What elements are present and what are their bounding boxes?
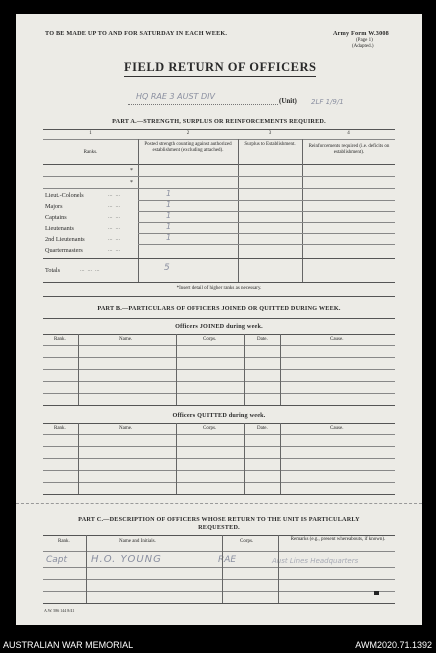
col-number-1: 1 — [89, 131, 92, 136]
col-header-reinforcements: Reinforcements required (i.e. deficits on establishment). — [308, 144, 390, 155]
unit-handwritten: HQ RAE 3 AUST DIV — [136, 92, 215, 101]
col-number-4: 4 — [347, 131, 350, 136]
part-a-footnote: *Insert detail of higher ranks as necessary. — [176, 286, 262, 291]
value-lieut-colonels: 1 — [166, 189, 172, 198]
col-number-3: 3 — [268, 131, 272, 136]
col-header-posted: Posted strength counting against authorized establishment (excluding attached). — [144, 142, 232, 153]
joined-col-date: Date. — [257, 337, 268, 342]
totals-value: 5 — [164, 263, 170, 273]
unit-handwritten-2: 2LF 1/9/1 — [311, 98, 344, 106]
part-c-corps-value: RAE — [218, 555, 237, 565]
form-number: Army Form W.3008 — [333, 30, 389, 37]
asterisk-1: * — [130, 168, 133, 174]
form-page: (Page 1) — [356, 38, 373, 43]
rank-captains: Captains — [45, 214, 67, 221]
col-header-surplus: Surplus to Establishment. — [244, 142, 296, 147]
quitted-title: Officers QUITTED during week. — [172, 412, 266, 419]
form-paper: TO BE MADE UP TO AND FOR SATURDAY IN EACH WEEK. Army Form W.3008 (Page 1) (Adapted.) FIELD RETURN OF OFFICERS HQ RAE 3 AUST DIV (Unit) 2LF 1/9/1 PART A.—STRENGTH, SURPLUS OR REINFORCEMENTS REQUIRED. 1 2 3 4 Ranks. Posted strength counting against authorized establishment (excluding attached). Surplus to Establishment. Reinforcements required (i.e. deficits on establishment). * * Lieut.-Colonels ... ... 1 Majors ... ... 1 Captains ... ... 1 Lieutenants ... ... 1 2nd Lieutenants ... ... 1 Quartermasters ... ... Totals ... ... ... 5 *Insert detail of higher ranks as necessary. PART B.—PARTICULARS OF OFFICERS JOINED OR QUITTED DURING WEEK. Officers JOINED during week. Rank. Name. Corps. Date. Cause. Officers QUITTED during week. Rank. Name. Corps. Date. Cause. PART C.—DESCRIPTION OF OFFICERS WHOSE RETURN TO THE UNIT IS PARTICULARLY REQUESTED. Rank. Name and Initials. Corps. Remarks (e.g., present whereabouts, if known). Capt H.O. YOUNG RAE Aust Lines Headquarters A.W. 586 144 8/41 — [16, 14, 422, 625]
quitted-col-cause: Cause. — [330, 426, 344, 431]
print-code: A.W. 586 144 8/41 — [44, 608, 75, 613]
col-number-2: 2 — [186, 131, 190, 136]
form-top-instruction: TO BE MADE UP TO AND FOR SATURDAY IN EACH WEEK. — [45, 30, 228, 37]
part-c-heading-1: PART C.—DESCRIPTION OF OFFICERS WHOSE RETURN TO THE UNIT IS PARTICULARLY — [78, 516, 360, 523]
part-b-heading: PART B.—PARTICULARS OF OFFICERS JOINED OR QUITTED DURING WEEK. — [97, 305, 341, 312]
part-c-col-name: Name and Initials. — [119, 539, 156, 544]
unit-line — [128, 104, 278, 105]
quitted-col-corps: Corps. — [203, 426, 217, 431]
joined-col-cause: Cause. — [330, 337, 344, 342]
unit-label: (Unit) — [279, 97, 297, 105]
part-a-heading: PART A.—STRENGTH, SURPLUS OR REINFORCEMENTS REQUIRED. — [112, 118, 326, 125]
ink-mark — [374, 591, 379, 595]
rank-majors: Majors — [45, 203, 63, 210]
form-title: FIELD RETURN OF OFFICERS — [124, 60, 316, 77]
joined-col-corps: Corps. — [203, 337, 217, 342]
part-c-col-corps: Corps. — [240, 539, 254, 544]
part-c-name-value: H.O. YOUNG — [91, 554, 162, 565]
totals-label: Totals — [45, 267, 61, 274]
value-captains: 1 — [166, 211, 172, 220]
rank-lieutenants: Lieutenants — [45, 225, 74, 232]
part-c-col-remarks: Remarks (e.g., present whereabouts, if known). — [290, 537, 386, 542]
value-majors: 1 — [166, 200, 172, 209]
rank-2nd-lieutenants: 2nd Lieutenants — [45, 236, 85, 243]
part-c-col-rank: Rank. — [58, 539, 70, 544]
form-adapted: (Adapted.) — [352, 44, 374, 49]
archive-footer — [0, 638, 436, 653]
value-2nd-lieutenants: 1 — [166, 233, 172, 242]
joined-title: Officers JOINED during week. — [175, 323, 263, 330]
rank-quartermasters: Quartermasters — [45, 247, 83, 254]
joined-col-name: Name. — [119, 337, 133, 342]
joined-col-rank: Rank. — [54, 337, 66, 342]
part-c-heading-2: REQUESTED. — [198, 524, 240, 531]
part-c-remarks-value: Aust Lines Headquarters — [272, 557, 359, 565]
quitted-col-name: Name. — [119, 426, 133, 431]
part-c-rank-value: Capt — [46, 555, 68, 565]
footer-institution: AUSTRALIAN WAR MEMORIAL — [3, 640, 134, 650]
perforation-line — [16, 503, 422, 504]
value-lieutenants: 1 — [166, 222, 172, 231]
asterisk-2: * — [130, 180, 133, 186]
col-header-ranks: Ranks. — [83, 150, 98, 155]
quitted-col-date: Date. — [257, 426, 268, 431]
quitted-col-rank: Rank. — [54, 426, 66, 431]
footer-accession: AWM2020.71.1392 — [355, 640, 432, 650]
rank-lieut-colonels: Lieut.-Colonels — [45, 192, 84, 199]
